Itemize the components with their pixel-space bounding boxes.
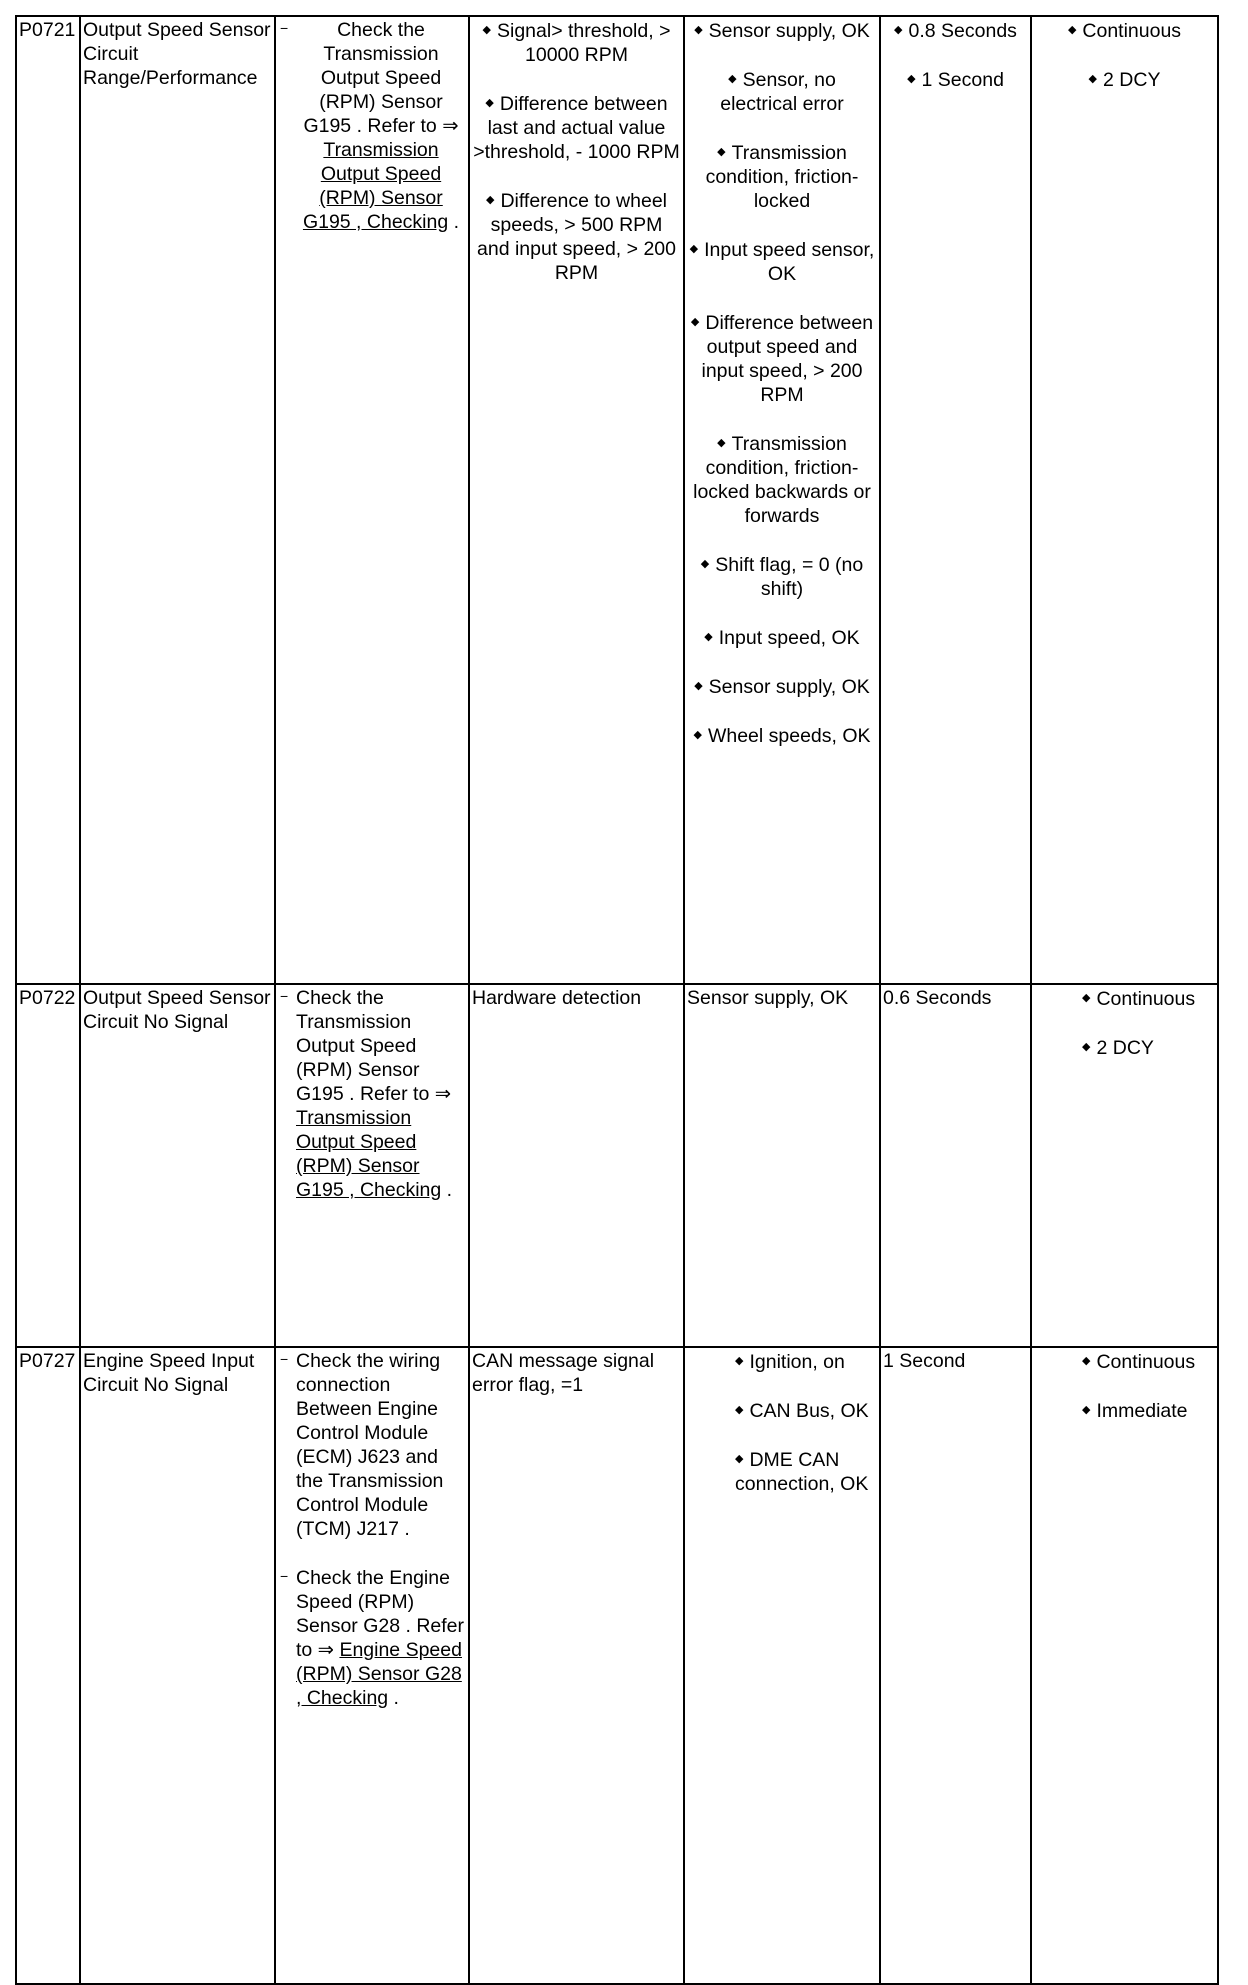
list-item: ◆ Wheel speeds, OK	[693, 725, 871, 747]
repair-procedure	[275, 984, 469, 1347]
time-required: 1 Second	[880, 1347, 1031, 1984]
mil-illumination	[1031, 1347, 1218, 1984]
dtc-code: P0721	[16, 16, 80, 984]
bullet-icon: ◆	[704, 631, 713, 643]
dtc-description: Output Speed Sensor Circuit Range/Performance	[80, 16, 275, 984]
bullet-icon: ◆	[907, 73, 916, 85]
repair-procedure	[275, 16, 469, 984]
bullet-icon: ◆	[1067, 24, 1077, 36]
time-required	[880, 16, 1031, 984]
list-item: ◆ Difference to wheel speeds, > 500 RPM and input speed, > 200 RPM	[477, 190, 676, 284]
repair-procedure	[275, 1347, 469, 1984]
dash-icon: −	[280, 1568, 289, 1584]
bullet-icon: ◆	[690, 316, 700, 328]
enable-conditions: Sensor supply, OK	[684, 984, 880, 1347]
list-item: ◆ Immediate	[1082, 1400, 1188, 1422]
bullet-icon: ◆	[1082, 1404, 1091, 1416]
list-item: ◆ Transmission condition, friction-locked backwards or forwards	[693, 433, 871, 527]
bullet-icon: ◆	[700, 558, 710, 570]
procedure-link[interactable]: Transmission Output Speed (RPM) Sensor G195 , Checking	[296, 1107, 442, 1201]
dtc-code: P0722	[16, 984, 80, 1347]
bullet-icon: ◆	[728, 73, 737, 85]
monitoring-criteria: CAN message signal error flag, =1	[469, 1347, 684, 1984]
bullet-icon: ◆	[1088, 73, 1098, 85]
list-item: ◆ Sensor, no electrical error	[720, 69, 844, 115]
list-item: ◆ Ignition, on	[735, 1351, 845, 1373]
bullet-icon: ◆	[694, 24, 703, 36]
procedure-step: − Check the Transmission Output Speed (RPM) Sensor G195 . Refer to ⇒ Transmission Output Speed (RPM) Sensor G195 , Checking .	[278, 986, 466, 1202]
list-item: ◆ Continuous	[1067, 20, 1182, 42]
list-item: ◆ Difference between last and actual value >threshold, - 1000 RPM	[473, 93, 680, 163]
list-item: ◆ Sensor supply, OK	[694, 20, 870, 42]
procedure-step: − Check the Transmission Output Speed (RPM) Sensor G195 . Refer to ⇒ Transmission Output Speed (RPM) Sensor G195 , Checking .	[278, 18, 466, 234]
procedure-step: − Check the Engine Speed (RPM) Sensor G28 . Refer to ⇒ Engine Speed (RPM) Sensor G28 , Checking .	[278, 1566, 466, 1710]
procedure-link[interactable]: Engine Speed (RPM) Sensor G28 , Checking	[296, 1639, 462, 1709]
bullet-icon: ◆	[485, 97, 494, 109]
table-row	[16, 16, 1218, 984]
mil-illumination	[1031, 984, 1218, 1347]
list-item: ◆ 2 DCY	[1082, 1037, 1154, 1059]
list-item: ◆ Difference between output speed and input speed, > 200 RPM	[690, 312, 874, 406]
dash-icon: −	[280, 1351, 289, 1367]
bullet-icon: ◆	[1082, 1355, 1091, 1367]
list-item: ◆ Input speed sensor, OK	[689, 239, 875, 285]
list-item: ◆ CAN Bus, OK	[735, 1400, 869, 1422]
bullet-icon: ◆	[482, 24, 491, 36]
dtc-description: Engine Speed Input Circuit No Signal	[80, 1347, 275, 1984]
list-item: ◆ 2 DCY	[1088, 69, 1161, 91]
bullet-icon: ◆	[717, 437, 726, 449]
list-item: ◆ Signal> threshold, > 10000 RPM	[482, 20, 671, 66]
mil-illumination	[1031, 16, 1218, 984]
procedure-link[interactable]: Transmission Output Speed (RPM) Sensor G195 , Checking	[302, 139, 449, 233]
list-item: ◆ 1 Second	[907, 69, 1004, 91]
list-item: ◆ Sensor supply, OK	[694, 676, 870, 698]
dash-icon: −	[280, 20, 289, 36]
time-required: 0.6 Seconds	[880, 984, 1031, 1347]
list-item: ◆ Shift flag, = 0 (no shift)	[700, 554, 864, 600]
list-item: ◆ Input speed, OK	[704, 627, 860, 649]
enable-conditions	[684, 16, 880, 984]
bullet-icon: ◆	[735, 1355, 744, 1367]
list-item: ◆ Transmission condition, friction-locked	[705, 142, 859, 212]
list-item: ◆ Continuous	[1082, 988, 1196, 1010]
enable-conditions	[684, 1347, 880, 1984]
dtc-code: P0727	[16, 1347, 80, 1984]
bullet-icon: ◆	[1082, 1041, 1091, 1053]
dtc-description: Output Speed Sensor Circuit No Signal	[80, 984, 275, 1347]
bullet-icon: ◆	[735, 1453, 744, 1465]
list-item: ◆ DME CAN connection, OK	[735, 1449, 869, 1495]
list-item: ◆ Continuous	[1082, 1351, 1196, 1373]
bullet-icon: ◆	[689, 243, 699, 255]
monitoring-criteria: Hardware detection	[469, 984, 684, 1347]
dash-icon: −	[280, 988, 289, 1004]
table-row	[16, 1347, 1218, 1984]
table-row	[16, 984, 1218, 1347]
list-item: ◆ 0.8 Seconds	[894, 20, 1017, 42]
bullet-icon: ◆	[485, 194, 495, 206]
bullet-icon: ◆	[717, 146, 726, 158]
procedure-step: − Check the wiring connection Between Engine Control Module (ECM) J623 and the Transmission Control Module (TCM) J217 .	[278, 1349, 466, 1541]
bullet-icon: ◆	[1082, 992, 1091, 1004]
monitoring-criteria	[469, 16, 684, 984]
bullet-icon: ◆	[735, 1404, 744, 1416]
bullet-icon: ◆	[894, 24, 903, 36]
bullet-icon: ◆	[694, 680, 703, 692]
dtc-table	[15, 15, 1219, 1985]
bullet-icon: ◆	[693, 729, 702, 741]
